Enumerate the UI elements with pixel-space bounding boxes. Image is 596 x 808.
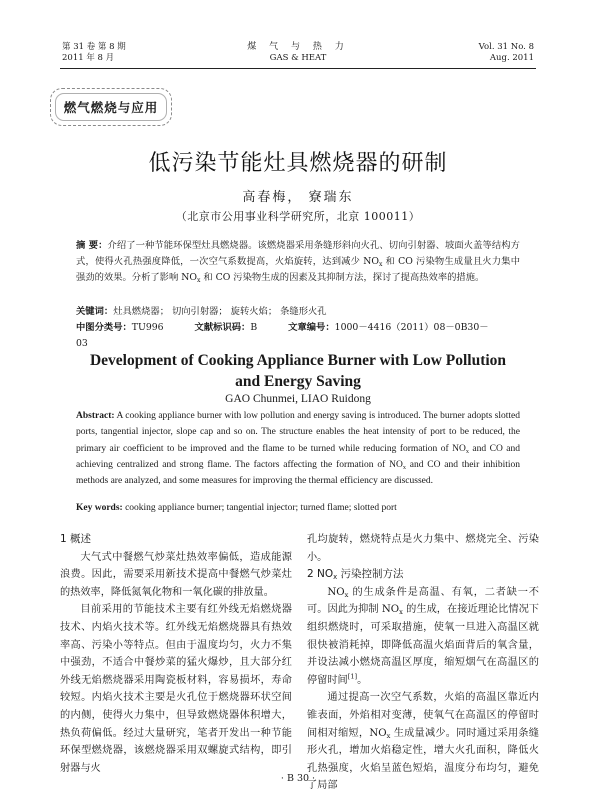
section-1-paragraph-2: 目前采用的节能技术主要有红外线无焰燃烧器技术、内焰火技术等。红外线无焰燃烧器具有热效率高、污染小等特点。但由于温度均匀，火力不集中强劲，不适合中餐炒菜的猛火爆炒，且大部分红外线无焰燃烧器采用陶瓷板材料，容易损坏，寿命较短。内焰火技术主要是火孔位于燃烧器环状空间的内侧，使得火力集中，但导致燃烧器体积增大，热负荷偏低。经过大量研究，笔者开发出一种节能环保型燃烧器，该燃烧器采用双螺旋式结构，即引射器与火 <box>60 604 292 774</box>
abstract-zh: 摘 要：介绍了一种节能环保型灶具燃烧器。该燃烧器采用条缝形斜向火孔、切向引射器、坡面火盖等结构方式，使得火孔热强度降低，一次空气系数提高，火焰旋转，达到减少 $NO_x$ 和 CO 污染物生成量且火力集中强劲的效果。分析了影响 $NO_x$ 和 CO 污染物生成的因素及其抑制方法，探讨了提高热效率的措施。 <box>76 240 520 285</box>
header-rule <box>60 68 536 69</box>
abstract-zh-label: 摘 要： <box>76 240 108 251</box>
section-2-paragraph-2: 通过提高一次空气系数，火焰的高温区靠近内锥表面，外焰相对变薄，使氧气在高温区的停留时间相对缩短，$NO_x$ 生成量减少。同时通过采用条缝形火孔，增加火焰稳定性，增大火孔面积，降低火孔热强度，火焰呈蓝色短焰，温度分布均匀，避免了局部 <box>307 692 539 792</box>
keywords-en-label: Key words: <box>76 503 123 513</box>
section-tag-label: 燃气燃烧与应用 <box>55 93 167 121</box>
section-1-paragraph-1: 大气式中餐燃气炒菜灶热效率偏低，造成能源浪费。因此，需要采用新技术提高中餐燃气炒菜灶的热效率，降低氮氧化物和一氧化碳的排放量。 <box>60 551 292 598</box>
clc-label: 中图分类号： <box>76 322 132 333</box>
body-column-right <box>307 531 539 795</box>
clc-value: TU996 <box>131 322 164 333</box>
section-2-heading: 2 $NO_x$ 污染控制方法 <box>307 568 404 582</box>
abstract-en-label: Abstract: <box>76 411 115 421</box>
authors-zh: 高春梅， 寮瑞东 <box>242 190 354 205</box>
page-number: · B 30 · <box>280 773 316 784</box>
body-column-left <box>60 531 292 777</box>
citation-1: [1] <box>347 672 358 681</box>
article-no-label: 文章编号： <box>288 322 335 333</box>
classification-zh <box>76 320 520 352</box>
doc-code-value: B <box>250 322 258 333</box>
article-title-en: Development of Cooking Appliance Burner with Low Pollution and Energy Saving <box>89 352 507 390</box>
article-no-value: 1000－4416（2011）08－0B30－03 <box>76 322 489 349</box>
issue-date-en: Aug. 2011 <box>489 53 534 63</box>
running-header-right <box>479 42 534 64</box>
article-title-zh: 低污染节能灶具燃烧器的研制 <box>148 151 448 176</box>
keywords-zh-label: 关键词： <box>76 306 114 317</box>
doc-code-label: 文献标识码： <box>194 322 251 333</box>
volume-issue: 第 31 卷 第 8 期 <box>62 42 126 52</box>
paragraph-continuation: 孔均旋转，燃烧特点是火力集中、燃烧完全、污染小。 <box>307 534 539 563</box>
keywords-zh: 关键词：灶具燃烧器； 切向引射器； 旋转火焰； 条缝形火孔 <box>76 306 327 317</box>
section-2-paragraph-1: $NO_x$ 的生成条件是高温、有氧，二者缺一不可。因此为抑制 $NO_x$ 的生成，在接近理论比情况下组织燃烧时，可采取措施，使氧一旦进入高温区就很快被消耗掉，即降低高温火焰面背后的氧含量，并设法减小燃烧高温区厚度，缩短烟气在高温区的停留时间[1]。 <box>307 586 539 686</box>
section-tag <box>50 88 172 126</box>
affiliation-zh: （北京市公用事业科学研究所，北京 100011） <box>175 210 421 223</box>
volume-issue-en: Vol. 31 No. 8 <box>478 42 534 52</box>
issue-date: 2011 年 8 月 <box>62 53 115 63</box>
section-1-heading: 1 概述 <box>60 533 92 545</box>
journal-name-zh: 煤 气 与 热 力 <box>247 42 349 52</box>
keywords-en: Key words: cooking appliance burner; tangential injector; turned flame; slotted port <box>76 503 397 513</box>
authors-en: GAO Chunmei, LIAO Ruidong <box>225 393 371 405</box>
journal-name-en: GAS & HEAT <box>269 53 327 63</box>
abstract-en: Abstract: A cooking appliance burner with low pollution and energy saving is introduced. The burner adopts slotted ports, tangential injector, slope cap and so on. The structure enables the heat intensity of port to be reduced, the primary air coefficient to be improved and the flame to be turned while reducing formation of $NO_x$ and CO and achieving centralized and strong flame. The factors affecting the formation of $NO_x$ and CO and their inhibition methods are analyzed, and some measures for improving the thermal efficiency are discussed. <box>76 411 520 487</box>
